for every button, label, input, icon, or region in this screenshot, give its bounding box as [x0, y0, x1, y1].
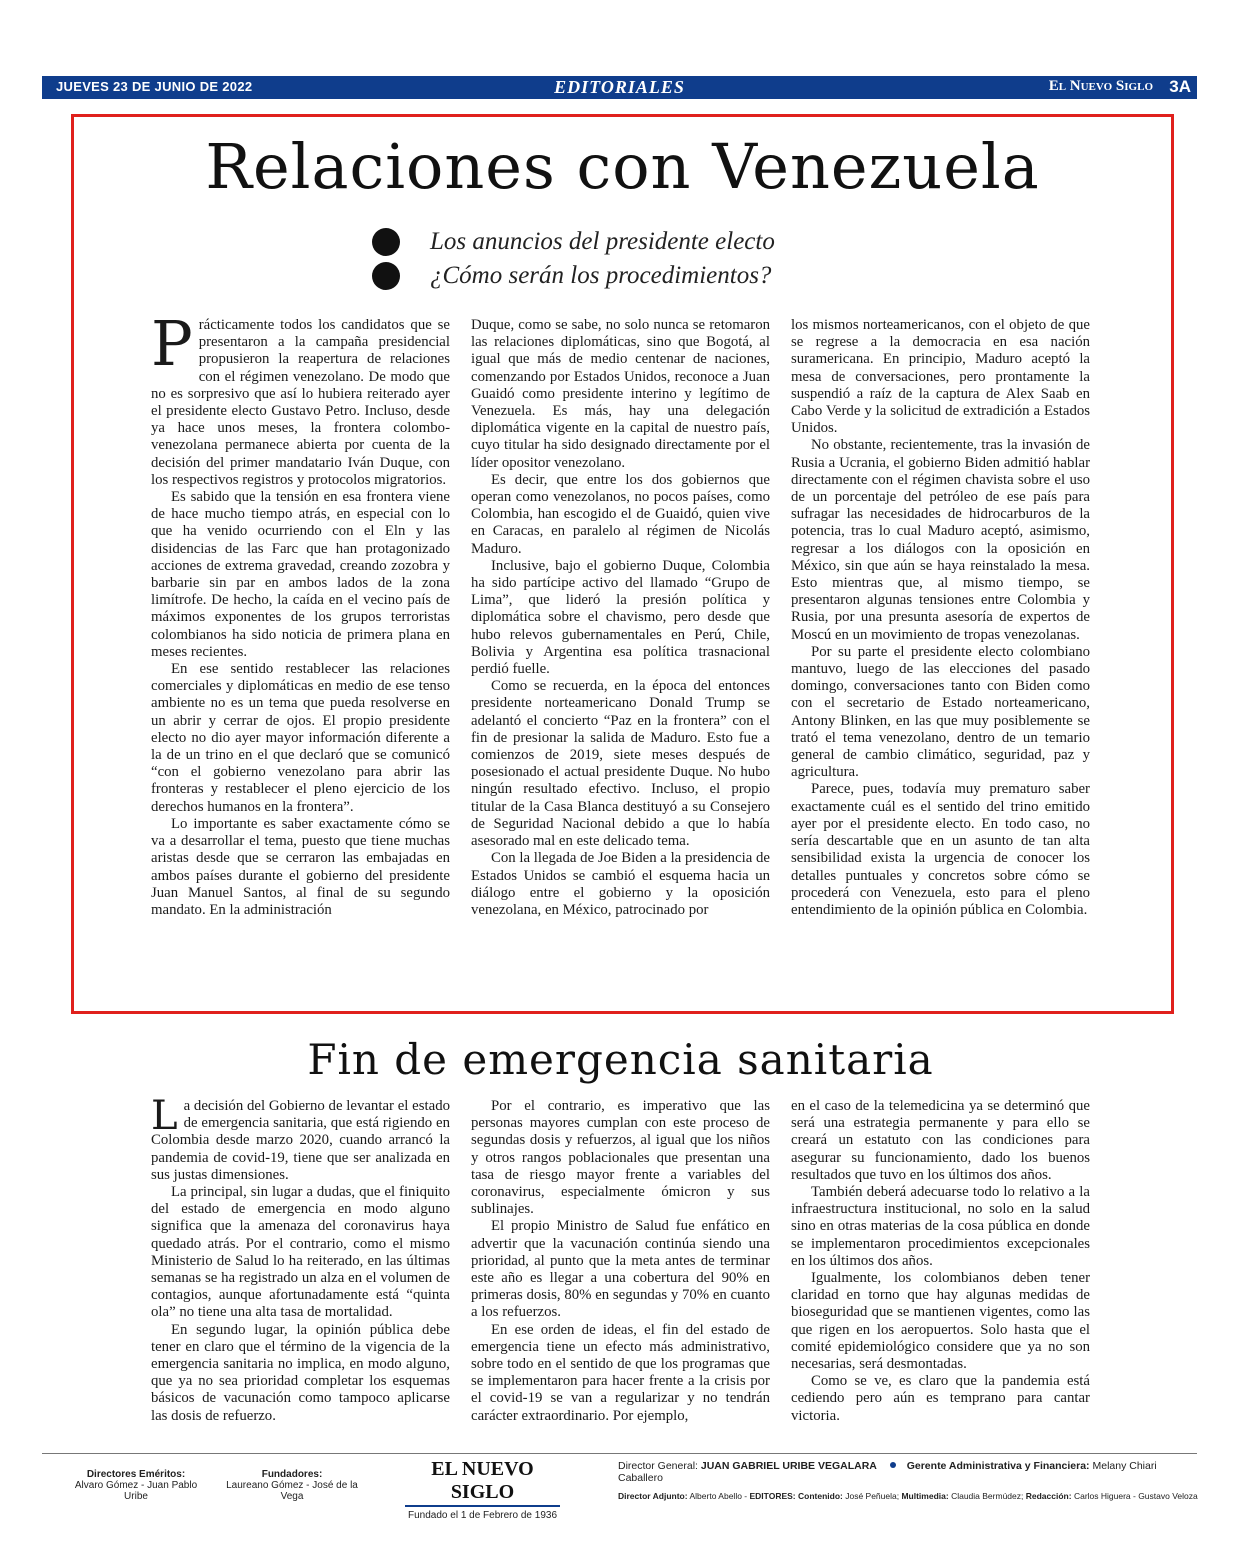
- paragraph: Como se ve, es claro que la pandemia está cediendo pero aún es temprano para cantar victoria.: [791, 1373, 1090, 1424]
- paragraph: Lo importante es saber exactamente cómo se va a desarrollar el tema, puesto que tiene muchas aristas desde que se cerraron las embajadas en ambos países durante el gobierno del presidente Juan Manuel Santos, al final de su segundo mandato. En la administración: [151, 815, 450, 918]
- paragraph: No obstante, recientemente, tras la invasión de Rusia a Ucrania, el gobierno Biden admitió hablar directamente con el régimen chavista sobre el uso de un porcentaje del petróleo de ese país para sufragar las necesidades de hidrocarburos de la potencia, tras lo cual Maduro aceptó, asimismo, regresar a los diálogos con la oposición en México, sin que aún se haya reinstalado la mesa. Esto mientras que, al mismo tiempo, se presentaron algunas tensiones entre Colombia y Rusia, por una presunta asesoría de expertos de Moscú en un movimiento de tropas venezolanas.: [791, 437, 1090, 643]
- paragraph: También deberá adecuarse todo lo relativo a la infraestructura institucional, no solo en la salud sino en otras materias de la cosa pública en donde se implementaron procedimientos excepcionales en los últimos dos años.: [791, 1184, 1090, 1269]
- editorial-1-title: Relaciones con Venezuela: [205, 130, 1040, 203]
- founded-date: Fundado el 1 de Febrero de 1936: [408, 1510, 557, 1521]
- editorial-2-column-3: [791, 1098, 1090, 1428]
- paragraph: en el caso de la telemedicina ya se determinó que será una estrategia permanente y para ello se creará un estatuto con las condiciones para asegurar su funcionamiento, dado los buenos resultados que tuvo en los últimos dos años.: [791, 1098, 1090, 1183]
- section-title: EDITORIALES: [554, 77, 685, 97]
- footer-logo-block: [405, 1458, 560, 1521]
- editorial-1-subheads: [372, 226, 892, 294]
- footer-divider: [42, 1453, 1197, 1454]
- masthead-bar: [42, 76, 1197, 99]
- paragraph: La decisión del Gobierno de levantar el estado de emergencia sanitaria, que está rigiendo en Colombia desde marzo 2020, cuando arrancó la pandemia de covid-19, tiene que ser analizada en sus justas dimensiones.: [151, 1098, 450, 1183]
- paragraph: Es sabido que la tensión en esa frontera viene de hace mucho tiempo atrás, en especial con lo que ha venido ocurriendo con el Eln y las disidencias de las Farc que han protagonizado acciones de extrema gravedad, creando zozobra y barbarie sin par en ambos lados de la zona limítrofe. De hecho, la caída en el vecino país de máximos exponentes de los grupos terroristas colombianos ha sido noticia de primera plana en meses recientes.: [151, 489, 450, 660]
- paragraph: Con la llegada de Joe Biden a la presidencia de Estados Unidos se cambió el esquema hacia un diálogo entre el gobierno y la oposición venezolana, en México, patrocinado por: [471, 850, 770, 918]
- paragraph: En ese orden de ideas, el fin del estado de emergencia tiene un efecto más administrativo, sobre todo en el sentido de que los programas que se implementaron para hacer frente a la crisis por el covid-19 se van a regularizar y no tendrán carácter extraordinario. Por ejemplo,: [471, 1321, 770, 1424]
- bullet-icon: [372, 228, 400, 256]
- paragraph: Es decir, que entre los dos gobiernos que operan como venezolanos, no pocos países, como Colombia, han escogido el de Guaidó, quien vive en Caracas, en paralelo al régimen de Nicolás Maduro.: [471, 471, 770, 557]
- editorial-1-column-3: [791, 317, 1090, 1017]
- paragraph: Igualmente, los colombianos deben tener claridad en torno que hay algunas medidas de bioseguridad que se mantienen vigentes, como las que rigen en los aeropuertos. Solo hasta que el comité epidemiológico considere que ya no son necesarias, será desmontadas.: [791, 1270, 1090, 1373]
- paragraph: los mismos norteamericanos, con el objeto de que se regrese a la democracia en esa nación suramericana. En principio, Maduro aceptó la mesa de conversaciones, pero prontamente la suspendió a raíz de la captura de Alex Saab en Cabo Verde y la solicitud de extradición a Estados Unidos.: [791, 317, 1090, 437]
- editorial-2-title: Fin de emergencia sanitaria: [307, 1035, 934, 1084]
- paragraph: Inclusive, bajo el gobierno Duque, Colombia ha sido partícipe activo del llamado “Grupo de Lima”, que lideró la presión política y diplomática sobre el chavismo, pero desde que hubo relevos gubernamentales en Perú, Chile, Bolivia y Argentina esa política trasnacional perdió fuelle.: [471, 557, 770, 678]
- fundadores: Fundadores: Laureano Gómez - José de la Vega: [226, 1469, 358, 1502]
- page-number: 3A: [1169, 77, 1191, 96]
- paragraph: Parece, pues, todavía muy prematuro saber exactamente cuál es el sentido del trino emitido ayer por el presidente electo. En todo caso, no sería descartable que en un asunto de tan alta sensibilidad exista la urgencia de conocer los detalles puntuales y concretos sobre cómo se procederá con Venezuela, esto para el pleno entendimiento de la opinión pública en Colombia.: [791, 781, 1090, 918]
- editorial-1-column-1: [151, 317, 450, 1017]
- paragraph: Prácticamente todos los candidatos que se presentaron a la campaña presidencial propusieron la reapertura de relaciones con el régimen venezolano. De modo que no es sorpresivo que así lo hubiera reiterado ayer el presidente electo Gustavo Petro. Incluso, desde ya hace unos meses, la frontera colombo-venezolana permanece abierta por cuenta de la decisión del primer mandatario Iván Duque, con los respectivos registros y protocolos migratorios.: [151, 317, 450, 488]
- drop-cap: L: [151, 1098, 178, 1139]
- paragraph: El propio Ministro de Salud fue enfático en advertir que la vacunación continúa siendo una prioridad, al punto que la meta antes de terminar este año es llegar a una cobertura del 90% en primeras dosis, 80% en segundas y 70% en cuanto a los refuerzos.: [471, 1218, 770, 1321]
- bullet-icon: [372, 262, 400, 290]
- paragraph: Duque, como se sabe, no solo nunca se retomaron las relaciones diplomáticas, sino que Bogotá, al igual que más de medio centenar de naciones, comenzando por Estados Unidos, reconoce a Juan Guaidó como presidente interino y legítimo de Venezuela. Es más, hay una delegación diplomática vigente en la capital de nuestro país, cuyo titular ha sido designado directamente por el líder opositor venezolano.: [471, 317, 770, 471]
- bullet-icon: [890, 1462, 896, 1468]
- editorial-1-column-2: [471, 317, 770, 1017]
- paragraph: En segundo lugar, la opinión pública debe tener en claro que el término de la vigencia de la emergencia sanitaria no implica, en modo alguno, que ya no sea prioridad completar los esquemas básicos de vacunación como tampoco aplicarse las dosis de refuerzo.: [151, 1321, 450, 1424]
- paragraph: La principal, sin lugar a dudas, que el finiquito del estado de emergencia en modo alguno significa que la amenaza del coronavirus haya quedado atrás. Por el contrario, como el mismo Ministerio de Salud lo ha reiterado, en las últimas semanas se ha registrado un alza en el volumen de contagios, aunque afortunadamente está “quinta ola” no tiene una alta tasa de mortalidad.: [151, 1184, 450, 1321]
- subhead-2: ¿Cómo serán los procedimientos?: [372, 260, 892, 292]
- staff-credits: Director General: JUAN GABRIEL URIBE VEGALARA Gerente Administrativa y Financiera: Melany Chiari Caballero Director Adjunto: Alberto Abello - EDITORES: Contenido: José Peñuela; Multimedia: Claudia Bermúdez; Redacción: Carlos Higuera - Gustavo Veloza: [618, 1460, 1198, 1501]
- paragraph: Por el contrario, es imperativo que las personas mayores cumplan con este proceso de segundas dosis y refuerzos, al igual que los niños y otros rangos poblacionales que presentan una tasa de riesgo mayor frente a variables del coronavirus, especialmente ómicron y sus sublinajes.: [471, 1098, 770, 1218]
- subhead-1: Los anuncios del presidente electo: [372, 226, 892, 258]
- drop-cap: P: [151, 317, 193, 380]
- issue-date: JUEVES 23 DE JUNIO DE 2022: [56, 79, 253, 94]
- editorial-2-column-1: [151, 1098, 450, 1428]
- paper-name: El Nuevo Siglo: [1048, 78, 1153, 94]
- editorial-2-column-2: [471, 1098, 770, 1428]
- paragraph: Por su parte el presidente electo colombiano mantuvo, luego de las elecciones del pasado domingo, conversaciones tanto con Biden como con el secretario de Estado norteamericano, Antony Blinken, en las que muy posiblemente se trató el tema venezolano, dentro de un temario general de cambio climático, seguridad, paz y agricultura.: [791, 643, 1090, 781]
- paper-logo: EL NUEVO SIGLO: [405, 1458, 560, 1507]
- directores-emeritos: Directores Eméritos: Alvaro Gómez - Juan Pablo Uribe: [74, 1469, 198, 1502]
- paragraph: Como se recuerda, en la época del entonces presidente norteamericano Donald Trump se adelantó el concierto “Paz en la frontera” con el fin de presionar la salida de Maduro. Esto fue a comienzos de 2019, siete meses después de posesionado el actual presidente Duque. No hubo ningún resultado efectivo. Incluso, el propio titular de la Casa Blanca destituyó a su Consejero de Seguridad Nacional debido a que lo había asesorado mal en este delicado tema.: [471, 678, 770, 850]
- paragraph: En ese sentido restablecer las relaciones comerciales y diplomáticas en medio de ese tenso ambiente no es un tema que pueda resolverse en un abrir y cerrar de ojos. El propio presidente electo no dio ayer mayor información diferente a la de un trino en el que declaró que se comunicó “con el gobierno venezolano para abrir las fronteras y restablecer el pleno ejercicio de los derechos humanos en la frontera”.: [151, 661, 450, 815]
